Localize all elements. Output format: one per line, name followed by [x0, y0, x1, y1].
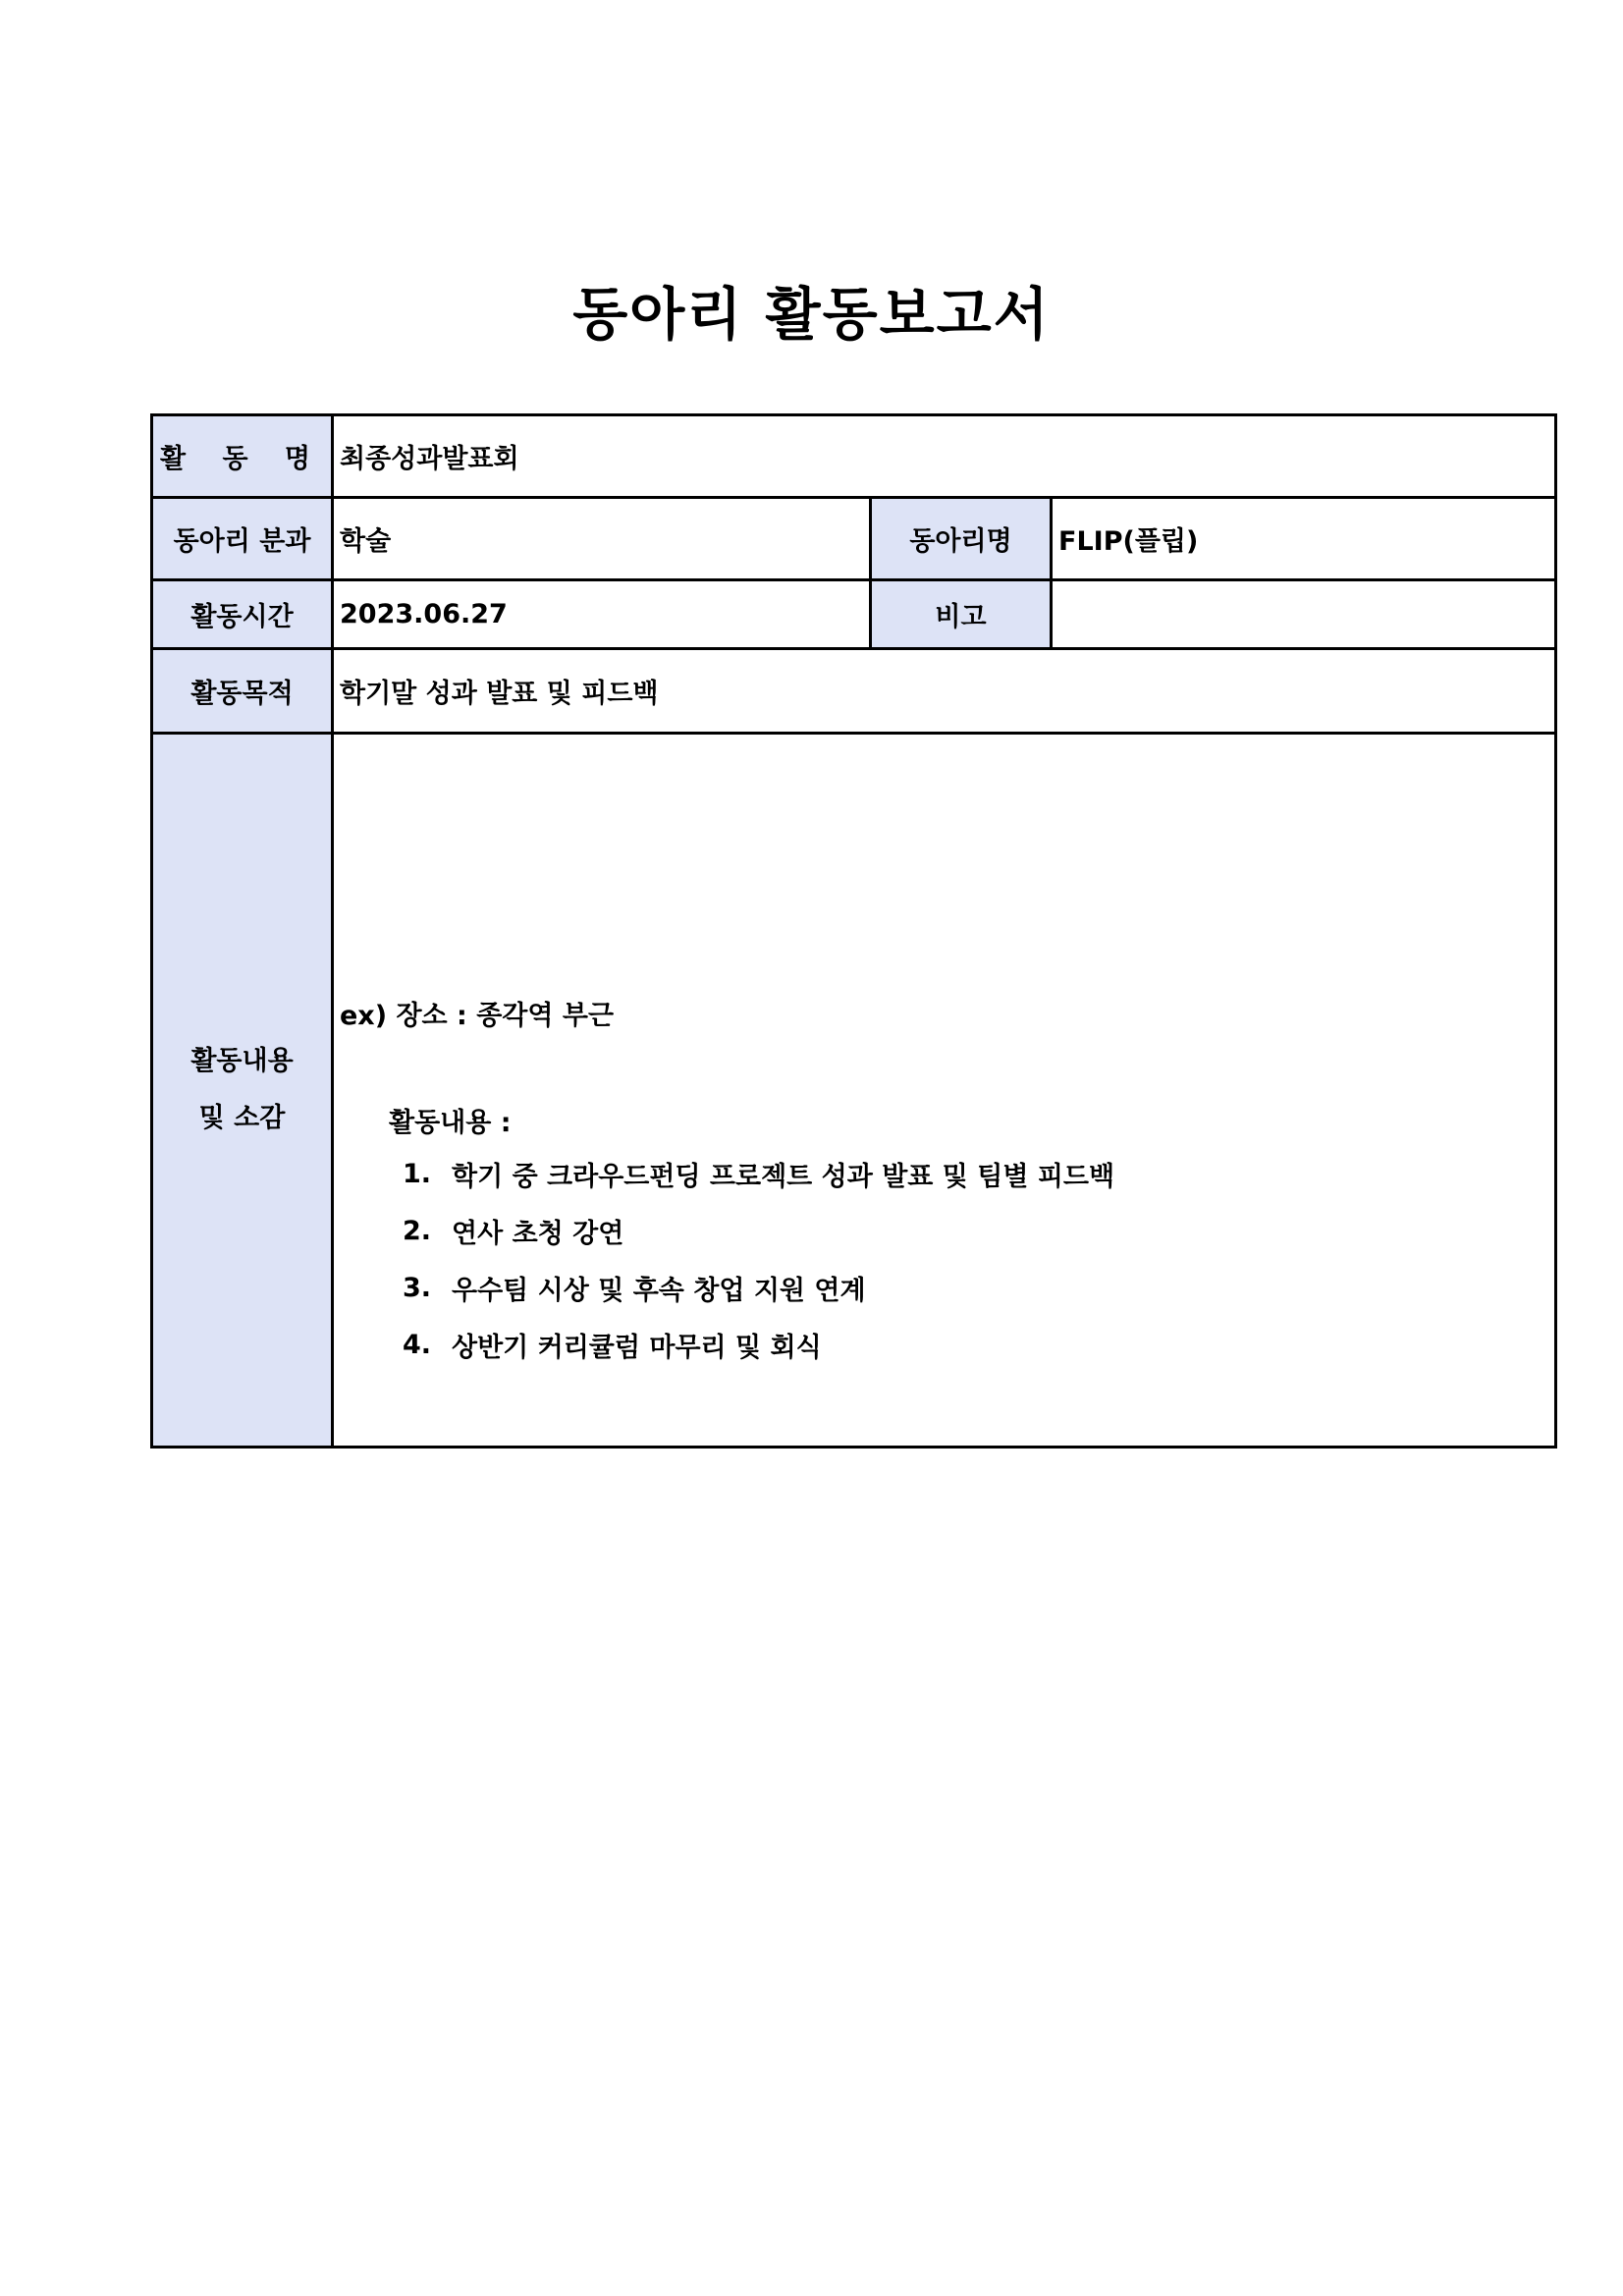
list-item-number: 4.: [403, 1329, 432, 1360]
list-item-number: 2.: [403, 1215, 432, 1246]
list-item: [340, 1316, 1548, 1373]
remarks-value: [1052, 580, 1556, 649]
list-item: [340, 1145, 1548, 1202]
row-club: [152, 498, 1556, 580]
activity-time-label: 활동시간: [152, 580, 333, 649]
club-name-label: 동아리명: [871, 498, 1052, 580]
row-purpose: [152, 649, 1556, 734]
list-item: [340, 1259, 1548, 1316]
row-content: [152, 734, 1556, 1448]
activity-name-value: 최종성과발표회: [333, 415, 1556, 498]
row-activity-time: [152, 580, 1556, 649]
club-division-label: 동아리 분과: [152, 498, 333, 580]
list-item-text: 우수팀 시상 및 후속 창업 지원 연계: [452, 1275, 866, 1306]
remarks-label: 비고: [871, 580, 1052, 649]
report-title: 동아리 활동보고서: [572, 281, 1051, 348]
list-item-text: 연사 초청 강연: [452, 1218, 624, 1249]
list-item-number: 1.: [403, 1158, 432, 1189]
place-line: ex) 장소 : 종각역 부근: [340, 1001, 615, 1031]
list-item: [340, 1202, 1548, 1259]
content-label-line1: 활동내용: [190, 1046, 294, 1076]
club-name-value: FLIP(플립): [1052, 498, 1556, 580]
activity-time-value: 2023.06.27: [333, 580, 871, 649]
content-label-line2: 및 소감: [198, 1103, 286, 1133]
purpose-label: 활동목적: [152, 649, 333, 734]
list-item-text: 학기 중 크라우드펀딩 프로젝트 성과 발표 및 팀별 피드백: [452, 1161, 1115, 1192]
activity-name-label: 활 동 명: [152, 415, 333, 498]
purpose-value: 학기말 성과 발표 및 피드백: [333, 649, 1556, 734]
list-item-text: 상반기 커리큘럼 마무리 및 회식: [452, 1332, 822, 1363]
list-item-number: 3.: [403, 1272, 432, 1303]
row-activity-name: [152, 415, 1556, 498]
content-body: [333, 734, 1556, 1448]
club-division-value: 학술: [333, 498, 871, 580]
activity-heading: 활동내용 :: [389, 1108, 512, 1138]
report-table: [150, 413, 1557, 1449]
content-label: [152, 734, 333, 1448]
activity-list: [340, 1145, 1548, 1373]
